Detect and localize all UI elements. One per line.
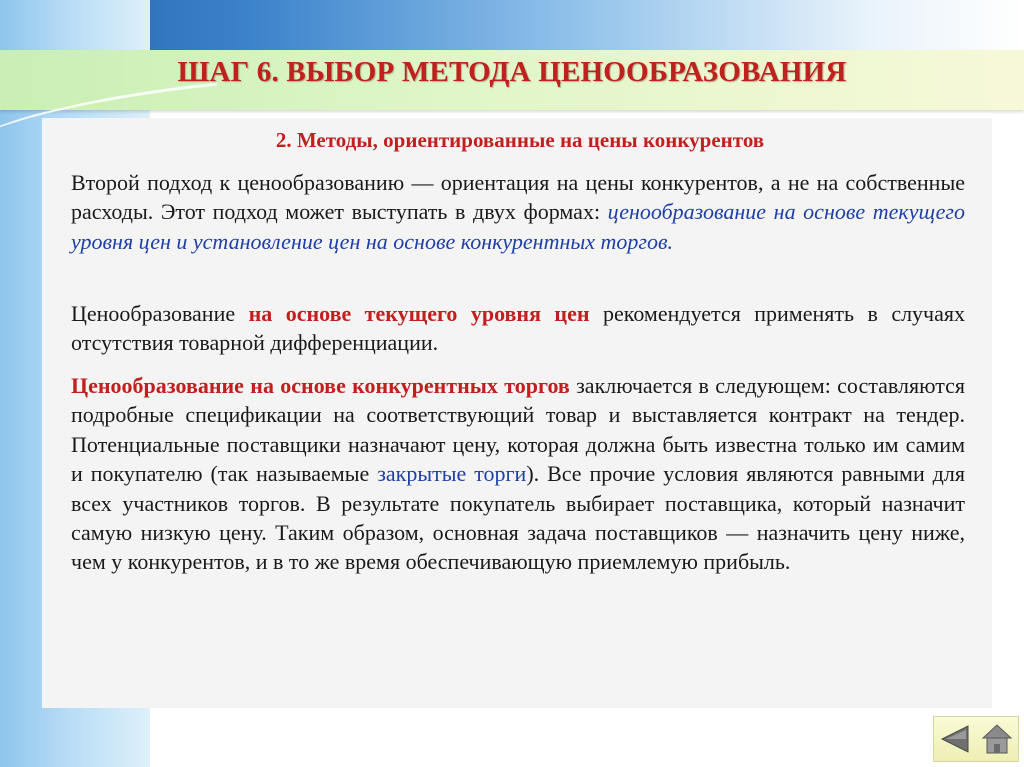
back-arrow-icon[interactable]	[938, 722, 972, 756]
highlighted-text-segment: Ценообразование на основе конкурентных торгов	[71, 373, 570, 398]
text-segment: рекомендуется применять в случаях отсутствия товарной дифференциации.	[71, 301, 966, 356]
highlighted-text-segment: закрытые торги	[377, 461, 527, 487]
highlighted-text-segment: ценообразование на основе текущего уровня цен и установление цен на основе конкурентных торгов.	[71, 199, 965, 254]
navigation-panel	[933, 716, 1019, 762]
text-segment: ). Все прочие условия являются равными для всех участников торгов. В результате покупатель выбирает поставщика, который назначит самую низкую цену. Таким образом, основная задача поставщиков — назначить цену ниже, чем у конкурентов, и в то же время обеспечивающую приемлемую прибыль.	[71, 461, 965, 575]
highlighted-text-segment: на основе текущего уровня цен	[248, 301, 590, 326]
text-segment: Второй подход к ценообразованию — ориентация на цены конкурентов, а не на собственные расходы. Этот подход может выступать в двух формах:	[71, 170, 965, 225]
slide-title: ШАГ 6. ВЫБОР МЕТОДА ЦЕНООБРАЗОВАНИЯ	[177, 56, 847, 88]
text-segment: Ценообразование	[71, 301, 249, 326]
paragraph-current-price-level	[71, 299, 965, 358]
paragraph-intro	[71, 168, 965, 256]
slide-subtitle: 2. Методы, ориентированные на цены конкурентов	[275, 128, 765, 152]
text-segment: заключается в следующем: составляются подробные спецификации на соответствующий товар и выставляется контракт на тендер. Потенциальные поставщики назначают цену, которая должна быть известна только им самим и покупателю (так называемые	[71, 373, 965, 487]
home-icon[interactable]	[980, 722, 1014, 756]
paragraph-competitive-bidding	[71, 371, 965, 577]
